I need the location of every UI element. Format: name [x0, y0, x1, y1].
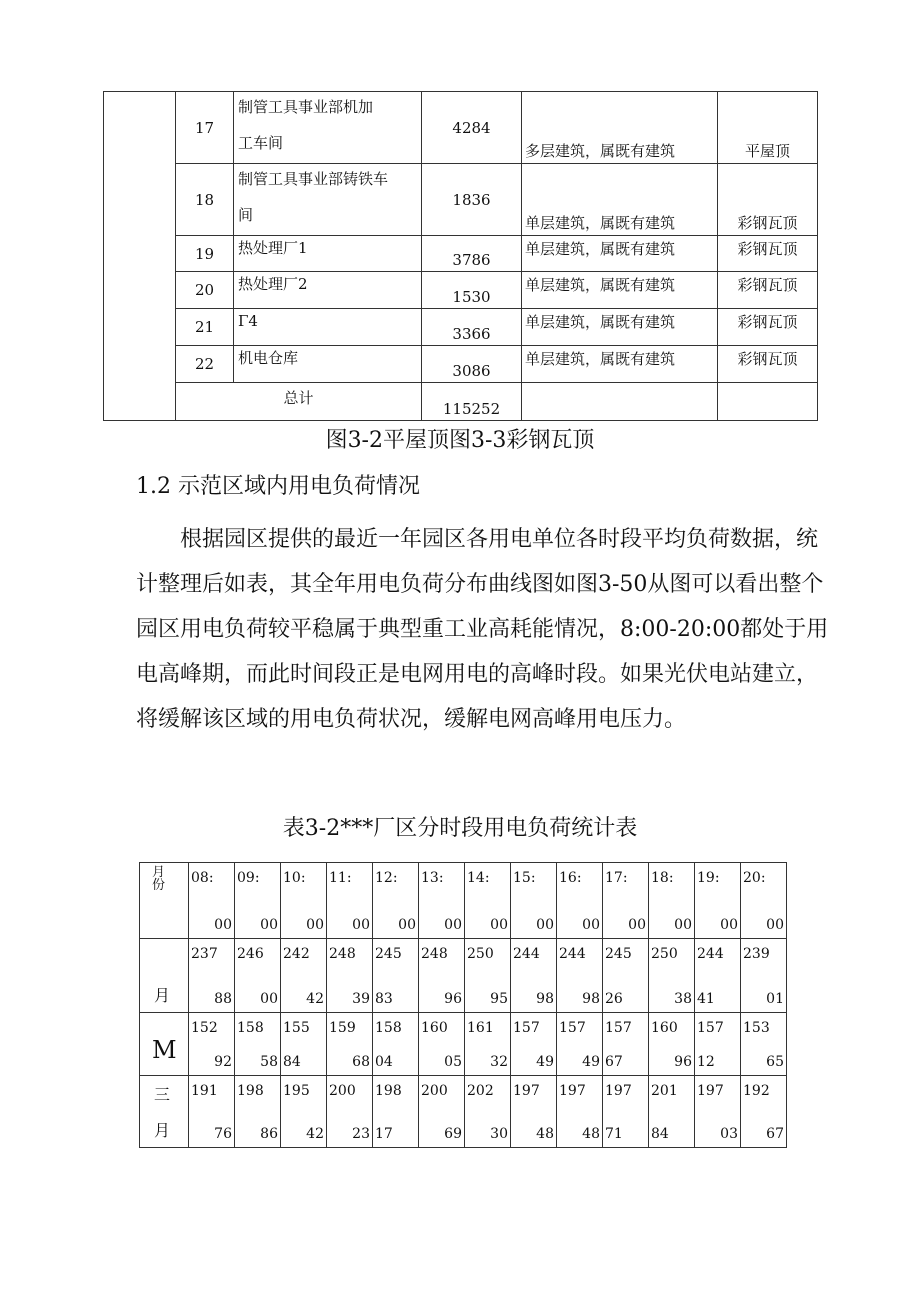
load-value-low: 71 [605, 1126, 623, 1142]
row-number: 19 [176, 236, 234, 272]
load-value-high: 197 [513, 1083, 540, 1099]
row-number: 17 [176, 92, 234, 164]
load-cell [557, 1013, 603, 1076]
building-area: 1530 [422, 272, 522, 309]
load-value-low: 26 [605, 991, 623, 1007]
load-value-high: 191 [191, 1083, 218, 1099]
load-value-low: 49 [536, 1054, 554, 1070]
load-cell [373, 939, 419, 1013]
time-header [603, 863, 649, 939]
table-row [104, 236, 818, 272]
load-value-high: 201 [651, 1083, 678, 1099]
load-value-low: 12 [697, 1054, 715, 1070]
load-value-high: 244 [697, 946, 724, 962]
building-name [234, 236, 422, 272]
load-value-low: 96 [674, 1054, 692, 1070]
building-name [234, 309, 422, 346]
time-header [419, 863, 465, 939]
load-value-low: 48 [582, 1126, 600, 1142]
body-paragraph: 根据园区提供的最近一年园区各用电单位各时段平均负荷数据，统计整理后如表，其全年用电负荷分布曲线图如图3-50从图可以看出整个园区用电负荷较平稳属于典型重工业高耗能情况，8:00-20:00都处于用电高峰期，而此时间段正是电网用电的高峰时段。如果光伏电站建立，将缓解该区域的用电负荷状况，缓解电网高峰用电压力。 [136, 527, 829, 732]
load-value-high: 158 [375, 1020, 402, 1036]
load-value-low: 67 [605, 1054, 623, 1070]
load-value-high: 192 [743, 1083, 770, 1099]
roof-type: 彩钢瓦顶 [718, 346, 818, 383]
load-value-high: 157 [605, 1020, 632, 1036]
month-label-bottom: 月 [154, 1121, 171, 1140]
load-cell [557, 939, 603, 1013]
time-header-hour: 17: [605, 870, 628, 886]
load-value-low: 96 [444, 991, 462, 1007]
row-number: 22 [176, 346, 234, 383]
table-row [104, 309, 818, 346]
building-name-line1: 制管工具事业部铸铁车 [238, 170, 389, 188]
month-label-cell [140, 1076, 189, 1148]
load-cell [511, 1013, 557, 1076]
building-description: 单层建筑，属既有建筑 [522, 346, 718, 383]
load-value-high: 244 [513, 946, 540, 962]
roof-type: 彩钢瓦顶 [718, 236, 818, 272]
load-cell [419, 939, 465, 1013]
load-value-high: 248 [329, 946, 356, 962]
load-value-high: 244 [559, 946, 586, 962]
load-cell [465, 1013, 511, 1076]
time-header-hour: 09: [237, 870, 260, 886]
load-value-high: 250 [467, 946, 494, 962]
load-value-low: 41 [697, 991, 715, 1007]
load-value-low: 48 [536, 1126, 554, 1142]
load-cell [327, 1076, 373, 1148]
load-value-high: 245 [375, 946, 402, 962]
table-row [104, 164, 818, 236]
load-value-low: 65 [766, 1054, 784, 1070]
total-label: 总计 [176, 383, 422, 421]
load-value-low: 84 [283, 1054, 301, 1070]
load-cell [281, 1076, 327, 1148]
load-value-low: 58 [260, 1054, 278, 1070]
table-row [104, 272, 818, 309]
time-header-minute: 00 [260, 917, 278, 933]
load-value-high: 198 [375, 1083, 402, 1099]
figure-caption: 图3-2平屋顶图3-3彩钢瓦顶 [325, 428, 595, 453]
load-cell [235, 939, 281, 1013]
load-cell [511, 939, 557, 1013]
load-value-low: 05 [444, 1054, 462, 1070]
total-value: 115252 [422, 383, 522, 421]
row-number: 21 [176, 309, 234, 346]
table-row [104, 92, 818, 164]
time-header-minute: 00 [490, 917, 508, 933]
header-row [140, 863, 787, 939]
load-value-high: 157 [697, 1020, 724, 1036]
total-empty-roof [718, 383, 818, 421]
time-header [235, 863, 281, 939]
row-number: 18 [176, 164, 234, 236]
load-value-low: 23 [352, 1126, 370, 1142]
load-cell [465, 1076, 511, 1148]
load-value-low: 01 [766, 991, 784, 1007]
month-label-cell [140, 1013, 189, 1076]
section-heading: 1.2 示范区域内用电负荷情况 [136, 474, 420, 499]
month-label-top: 三 [154, 1085, 171, 1104]
load-value-low: 42 [306, 991, 324, 1007]
load-value-low: 95 [490, 991, 508, 1007]
load-cell [603, 1076, 649, 1148]
load-value-low: 83 [375, 991, 393, 1007]
time-header-minute: 00 [674, 917, 692, 933]
load-cell [281, 939, 327, 1013]
load-cell [695, 939, 741, 1013]
row-number: 20 [176, 272, 234, 309]
time-header-minute: 00 [582, 917, 600, 933]
load-cell [189, 939, 235, 1013]
load-value-low: 38 [674, 991, 692, 1007]
load-cell [741, 1013, 787, 1076]
load-value-low: 68 [352, 1054, 370, 1070]
load-cell [189, 1076, 235, 1148]
load-cell [189, 1013, 235, 1076]
table-row [104, 346, 818, 383]
load-value-low: 49 [582, 1054, 600, 1070]
load-value-high: 245 [605, 946, 632, 962]
month-label-cell [140, 939, 189, 1013]
time-header [557, 863, 603, 939]
time-header-hour: 16: [559, 870, 582, 886]
load-value-high: 157 [513, 1020, 540, 1036]
time-header-minute: 00 [306, 917, 324, 933]
building-description: 多层建筑，属既有建筑 [522, 92, 718, 164]
time-header-minute: 00 [720, 917, 738, 933]
time-header-minute: 00 [444, 917, 462, 933]
building-area: 3366 [422, 309, 522, 346]
load-value-high: 198 [237, 1083, 264, 1099]
table-row [140, 939, 787, 1013]
building-name-line1: 制管工具事业部机加 [238, 98, 374, 116]
load-value-high: 239 [743, 946, 770, 962]
load-value-high: 155 [283, 1020, 310, 1036]
load-value-low: 86 [260, 1126, 278, 1142]
load-cell [603, 1013, 649, 1076]
load-cell [281, 1013, 327, 1076]
load-value-low: 17 [375, 1126, 393, 1142]
time-header-hour: 14: [467, 870, 490, 886]
load-value-high: 237 [191, 946, 218, 962]
load-cell [235, 1013, 281, 1076]
time-header-minute: 00 [398, 917, 416, 933]
month-header [140, 863, 189, 939]
time-header-hour: 13: [421, 870, 444, 886]
time-header-hour: 20: [743, 870, 766, 886]
load-value-low: 98 [582, 991, 600, 1007]
load-value-low: 69 [444, 1126, 462, 1142]
time-header [327, 863, 373, 939]
building-area: 1836 [422, 164, 522, 236]
load-value-high: 242 [283, 946, 310, 962]
load-cell [603, 939, 649, 1013]
month-label-bottom: 月 [154, 986, 171, 1005]
roof-type: 彩钢瓦顶 [718, 272, 818, 309]
load-value-high: 153 [743, 1020, 770, 1036]
time-header-hour: 12: [375, 870, 398, 886]
load-cell [741, 1076, 787, 1148]
load-value-high: 246 [237, 946, 264, 962]
time-header [465, 863, 511, 939]
load-value-high: 197 [605, 1083, 632, 1099]
load-value-high: 157 [559, 1020, 586, 1036]
load-cell [373, 1013, 419, 1076]
load-value-high: 200 [421, 1083, 448, 1099]
load-value-high: 161 [467, 1020, 494, 1036]
building-name [234, 164, 422, 236]
building-area: 3086 [422, 346, 522, 383]
load-value-high: 248 [421, 946, 448, 962]
month-header-label: 月份 [152, 865, 166, 893]
load-value-high: 159 [329, 1020, 356, 1036]
buildings-table [103, 91, 818, 421]
table-caption: 表3-2***厂区分时段用电负荷统计表 [282, 816, 638, 841]
load-value-low: 67 [766, 1126, 784, 1142]
load-cell [419, 1013, 465, 1076]
building-name [234, 272, 422, 309]
load-cell [649, 1013, 695, 1076]
time-header [695, 863, 741, 939]
load-value-high: 158 [237, 1020, 264, 1036]
table-row [140, 1013, 787, 1076]
load-value-high: 160 [421, 1020, 448, 1036]
time-header-minute: 00 [352, 917, 370, 933]
total-row [104, 383, 818, 421]
load-value-high: 195 [283, 1083, 310, 1099]
load-value-high: 160 [651, 1020, 678, 1036]
load-cell [649, 939, 695, 1013]
load-cell [235, 1076, 281, 1148]
time-header-hour: 11: [329, 870, 352, 886]
time-header [511, 863, 557, 939]
building-description: 单层建筑，属既有建筑 [522, 272, 718, 309]
building-name-line1: 热处理厂2 [238, 275, 308, 293]
load-value-low: 88 [214, 991, 232, 1007]
load-value-low: 76 [214, 1126, 232, 1142]
load-cell [373, 1076, 419, 1148]
category-cell [104, 92, 176, 421]
load-value-low: 00 [260, 991, 278, 1007]
building-name-line2: 间 [238, 206, 254, 224]
load-value-high: 197 [697, 1083, 724, 1099]
time-header-minute: 00 [536, 917, 554, 933]
load-value-high: 197 [559, 1083, 586, 1099]
time-header [281, 863, 327, 939]
table-row [140, 1076, 787, 1148]
roof-type: 彩钢瓦顶 [718, 164, 818, 236]
total-empty-desc [522, 383, 718, 421]
building-name-line1: Γ4 [238, 312, 258, 330]
load-value-high: 250 [651, 946, 678, 962]
load-cell [327, 1013, 373, 1076]
time-header [373, 863, 419, 939]
time-header-hour: 19: [697, 870, 720, 886]
load-cell [695, 1076, 741, 1148]
load-cell [327, 939, 373, 1013]
time-header [189, 863, 235, 939]
time-header-hour: 18: [651, 870, 674, 886]
month-label: M [152, 1036, 177, 1064]
time-header-hour: 15: [513, 870, 536, 886]
load-cell [557, 1076, 603, 1148]
load-value-low: 92 [214, 1054, 232, 1070]
load-cell [511, 1076, 557, 1148]
load-value-low: 32 [490, 1054, 508, 1070]
roof-type: 平屋顶 [718, 92, 818, 164]
building-description: 单层建筑，属既有建筑 [522, 309, 718, 346]
building-description: 单层建筑，属既有建筑 [522, 164, 718, 236]
load-value-low: 84 [651, 1126, 669, 1142]
building-area: 4284 [422, 92, 522, 164]
building-name-line2: 工车间 [238, 134, 284, 152]
building-description: 单层建筑，属既有建筑 [522, 236, 718, 272]
load-cell [649, 1076, 695, 1148]
load-value-low: 98 [536, 991, 554, 1007]
time-header-minute: 00 [628, 917, 646, 933]
time-header-minute: 00 [766, 917, 784, 933]
load-value-high: 202 [467, 1083, 494, 1099]
load-cell [695, 1013, 741, 1076]
time-header-minute: 00 [214, 917, 232, 933]
load-value-low: 03 [720, 1126, 738, 1142]
load-cell [419, 1076, 465, 1148]
roof-type: 彩钢瓦顶 [718, 309, 818, 346]
load-value-high: 152 [191, 1020, 218, 1036]
time-header-hour: 08: [191, 870, 214, 886]
load-cell [465, 939, 511, 1013]
time-header [741, 863, 787, 939]
load-value-low: 04 [375, 1054, 393, 1070]
building-name-line1: 热处理厂1 [238, 238, 308, 257]
load-cell [741, 939, 787, 1013]
building-name [234, 346, 422, 383]
building-name-line1: 机电仓库 [238, 349, 299, 367]
time-header-hour: 10: [283, 870, 306, 886]
building-name [234, 92, 422, 164]
load-value-high: 200 [329, 1083, 356, 1099]
load-value-low: 42 [306, 1126, 324, 1142]
time-header [649, 863, 695, 939]
load-value-low: 30 [490, 1126, 508, 1142]
building-area: 3786 [422, 236, 522, 272]
load-value-low: 39 [352, 991, 370, 1007]
load-table [139, 862, 787, 1148]
